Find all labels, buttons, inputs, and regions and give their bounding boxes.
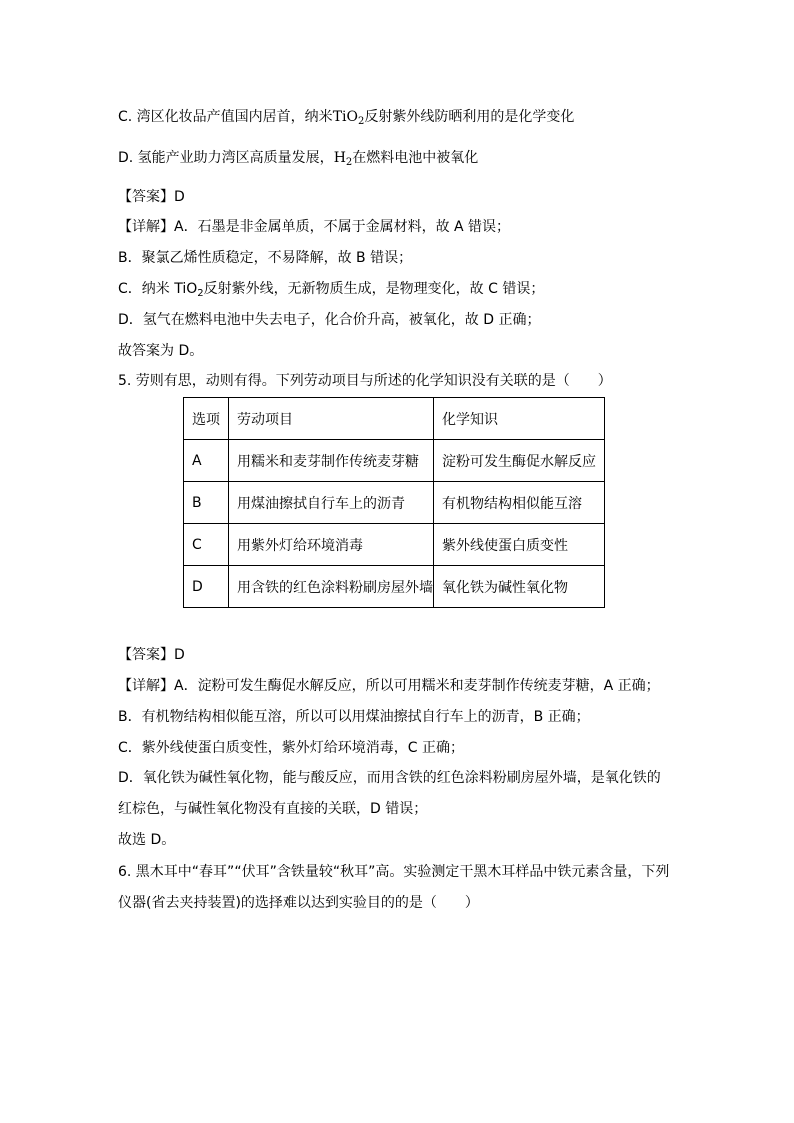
option-d-prefix: D. 氢能产业助力湾区高质量发展， xyxy=(118,150,334,166)
q5-conclusion: 故选 D。 xyxy=(118,832,176,848)
table-row xyxy=(184,440,605,482)
table-row xyxy=(184,524,605,566)
q5-detail-b: B．有机物结构相似能互溶，所以可以用煤油擦拭自行车上的沥青，B 正确； xyxy=(118,709,590,725)
header-option: 选项 xyxy=(184,398,229,440)
q4-conclusion: 故答案为 D。 xyxy=(118,343,204,359)
header-labor-item: 劳动项目 xyxy=(229,398,434,440)
table-cell: 用糯米和麦芽制作传统麦芽糖 xyxy=(229,440,434,482)
q5-detail-c: C．紫外线使蛋白质变性，紫外灯给环境消毒，C 正确； xyxy=(118,740,464,756)
h2-formula: $H_2$ xyxy=(333,150,353,168)
table-cell: 紫外线使蛋白质变性 xyxy=(434,524,605,566)
option-c xyxy=(118,107,574,132)
table-cell: 淀粉可发生酶促水解反应 xyxy=(434,440,605,482)
q4-detail-c: C．纳米 TiO$_2$反射紫外线，无新物质生成，是物理变化，故 C 错误； xyxy=(118,281,545,299)
q4-detail-d: D．氢气在燃料电池中失去电子，化合价升高，被氧化，故 D 正确； xyxy=(118,312,541,328)
q6-stem-line1: 6. 黑木耳中“春耳”“伏耳”含铁量较“秋耳”高。实验测定干黑木耳样品中铁元素含量，下列 xyxy=(118,864,670,880)
q5-stem: 5. 劳则有思，动则有得。下列劳动项目与所述的化学知识没有关联的是（ ） xyxy=(118,373,612,389)
table-cell: 有机物结构相似能互溶 xyxy=(434,482,605,524)
q4-detail-a: 【详解】A．石墨是非金属单质，不属于金属材料，故 A 错误； xyxy=(118,219,511,235)
table-cell: 用煤油擦拭自行车上的沥青 xyxy=(229,482,434,524)
table-cell: 氧化铁为碱性氧化物 xyxy=(434,566,605,608)
option-c-prefix: C. 湾区化妆品产值国内居首，纳米 xyxy=(118,109,333,125)
q5-answer: 【答案】D xyxy=(118,647,185,663)
q5-detail-a: 【详解】A．淀粉可发生酶促水解反应，所以可用糯米和麦芽制作传统麦芽糖，A 正确； xyxy=(118,678,660,694)
table-cell: 用含铁的红色涂料粉刷房屋外墙 xyxy=(229,566,434,608)
table-cell: A xyxy=(184,440,229,482)
q5-detail-d-line1: D．氧化铁为碱性氧化物，能与酸反应，而用含铁的红色涂料粉刷房屋外墙，是氧化铁的 xyxy=(118,770,661,786)
q4-answer: 【答案】D xyxy=(118,189,185,205)
q5-table xyxy=(183,397,605,608)
table-row xyxy=(184,482,605,524)
tio2-formula: TiO$_2$ xyxy=(332,109,365,127)
table-cell: B xyxy=(184,482,229,524)
detail-tag: 【详解】 xyxy=(118,678,174,694)
table-row xyxy=(184,566,605,608)
q6-stem-line2: 仪器(省去夹持装置)的选择难以达到实验目的的是（ ） xyxy=(118,895,479,911)
table-header-row xyxy=(184,398,605,440)
header-chem-knowledge: 化学知识 xyxy=(434,398,605,440)
option-c-suffix: 反射紫外线防晒利用的是化学变化 xyxy=(364,109,575,125)
q4-detail-b: B．聚氯乙烯性质稳定，不易降解，故 B 错误； xyxy=(118,250,413,266)
option-d-suffix: 在燃料电池中被氧化 xyxy=(352,150,479,166)
q5-detail-d-line2: 红棕色，与碱性氧化物没有直接的关联，D 错误； xyxy=(118,801,428,817)
detail-tag: 【详解】 xyxy=(118,219,174,235)
table-cell: D xyxy=(184,566,229,608)
table-cell: C xyxy=(184,524,229,566)
option-d xyxy=(118,148,478,173)
table-cell: 用紫外灯给环境消毒 xyxy=(229,524,434,566)
